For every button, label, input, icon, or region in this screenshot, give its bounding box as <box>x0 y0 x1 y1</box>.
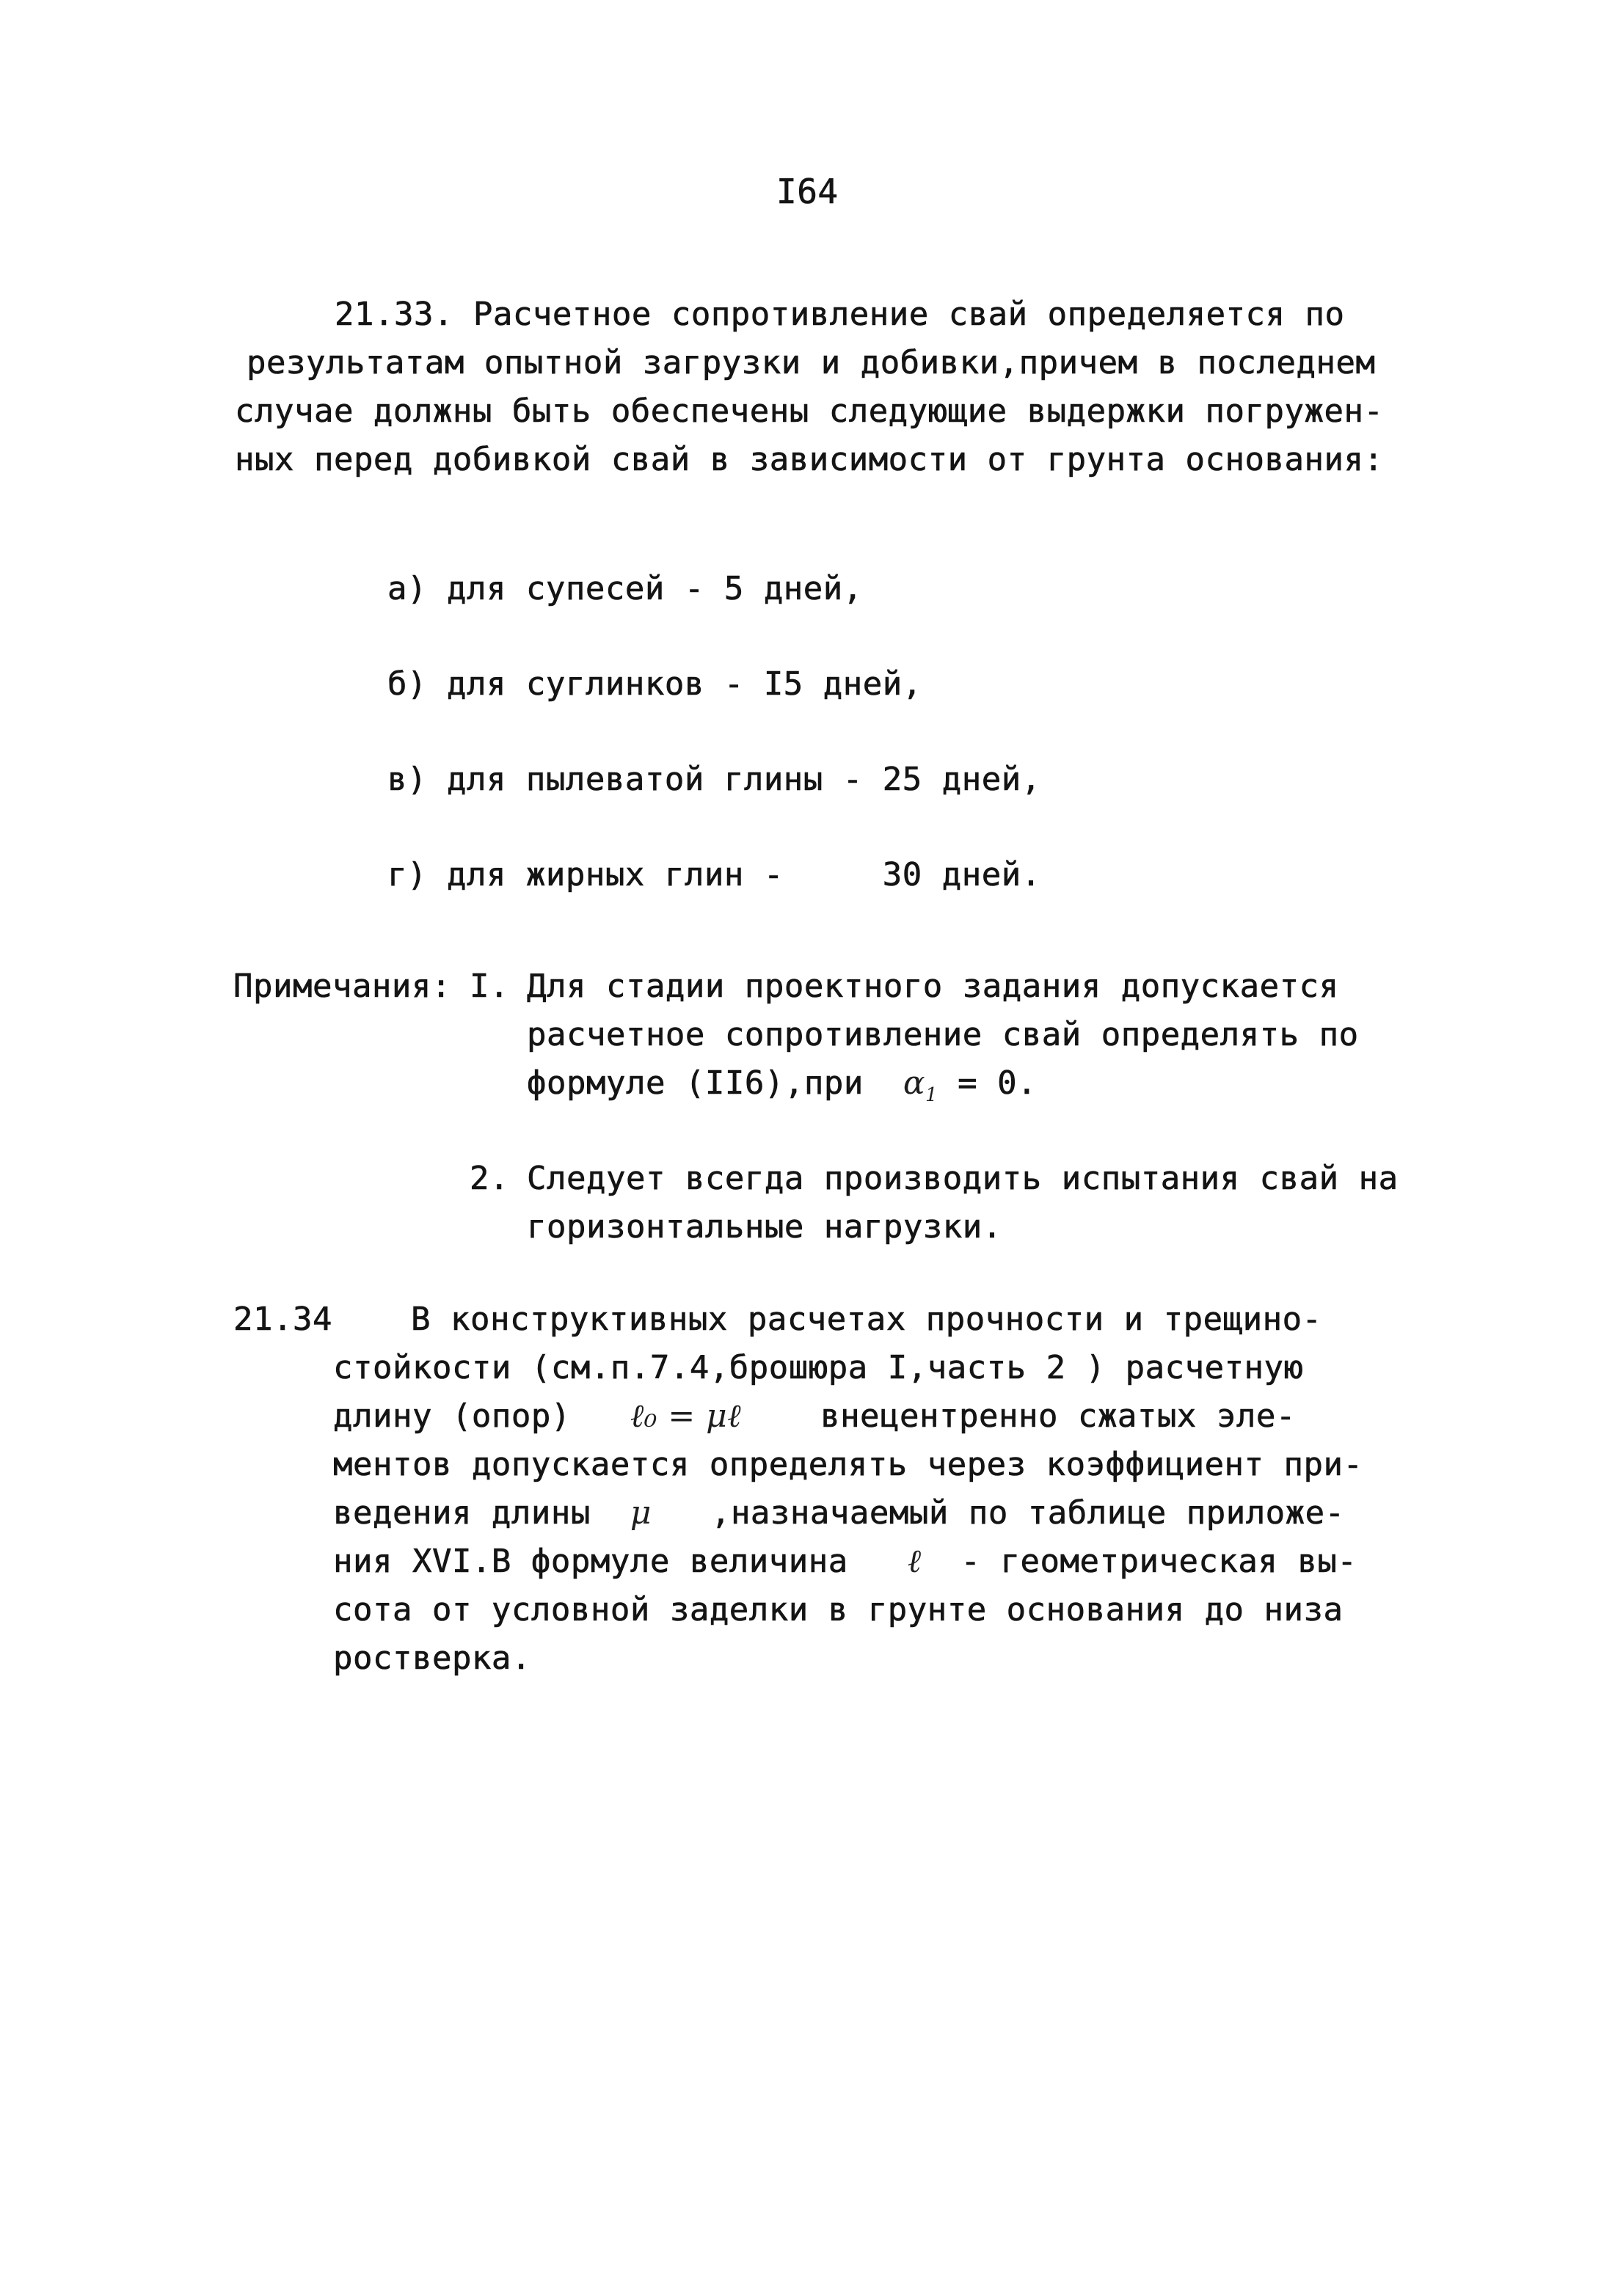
note-2-number: 2. <box>470 1160 509 1197</box>
line-3-suffix: внецентренно сжатых эле- <box>820 1397 1296 1435</box>
section-21-34-line-7: сота от условной заделки в грунте основания до низа <box>333 1591 1344 1628</box>
list-item-b: б) для суглинков - I5 дней, <box>387 665 922 703</box>
section-21-34-line-8: ростверка. <box>333 1639 531 1677</box>
list-item-v: в) для пылеватой глины - 25 дней, <box>387 761 1041 798</box>
section-21-33-line-3: случае должны быть обеспечены следующие выдержки погружен- <box>235 392 1384 430</box>
note-1-line-1: Для стадии проектного задания допускается <box>527 968 1339 1005</box>
alpha-symbol: α <box>903 1064 926 1102</box>
line-6-prefix: ния XVI.В формуле величина <box>333 1543 848 1580</box>
alpha-subscript: 1 <box>925 1084 938 1106</box>
section-21-34-line-3 <box>333 1392 1296 1441</box>
note-1-line-3-suffix: = 0. <box>958 1064 1038 1102</box>
note-2-line-2: горизонтальные нагрузки. <box>527 1208 1002 1246</box>
note-1-line-3 <box>527 1059 1037 1112</box>
page-number: I64 <box>776 172 839 211</box>
mu-symbol: μ <box>630 1494 652 1532</box>
note-2-line-1: Следует всегда производить испытания свай на <box>527 1160 1399 1197</box>
section-21-34-line-1: В конструктивных расчетах прочности и трещино- <box>411 1301 1322 1338</box>
line-5-prefix: ведения длины <box>333 1494 591 1532</box>
line-6-suffix: - геометрическая вы- <box>960 1543 1357 1580</box>
section-21-34-line-4: ментов допускается определять через коэффициент при- <box>333 1446 1363 1483</box>
list-item-a: а) для супесей - 5 дней, <box>387 570 863 607</box>
section-21-34-number: 21.34 <box>233 1301 332 1338</box>
note-1-number: I. <box>470 968 509 1005</box>
formula-l0-mu-l: ℓ₀ = μℓ <box>630 1397 742 1435</box>
section-21-34-line-5 <box>333 1489 1345 1538</box>
note-1-line-2: расчетное сопротивление свай определять по <box>527 1016 1359 1053</box>
section-21-33-line-2: результатам опытной загрузки и добивки,причем в последнем <box>247 344 1376 381</box>
note-1-line-3-prefix: формуле (II6),при <box>527 1064 864 1102</box>
list-item-g: г) для жирных глин - 30 дней. <box>387 856 1041 893</box>
section-21-34-line-2: стойкости (см.п.7.4,брошюра I,часть 2 ) расчетную <box>333 1349 1304 1386</box>
section-21-33-line-4: ных перед добивкой свай в зависимости от грунта основания: <box>235 441 1384 478</box>
line-3-prefix: длину (опор) <box>333 1397 571 1435</box>
notes-label: Примечания: <box>233 968 451 1005</box>
section-21-33-line-1: 21.33. Расчетное сопротивление свай определяется по <box>335 296 1345 333</box>
line-5-suffix: ,назначаемый по таблице приложе- <box>710 1494 1345 1532</box>
section-21-34-line-6 <box>333 1538 1357 1586</box>
l-symbol: ℓ <box>907 1543 922 1580</box>
